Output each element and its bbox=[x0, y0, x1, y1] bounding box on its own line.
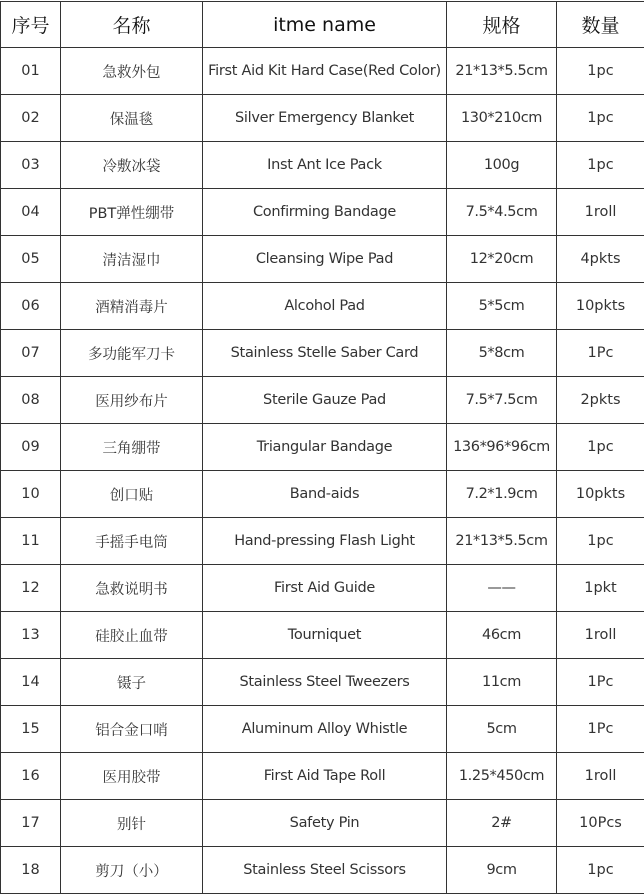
cell-name-cn: 镊子 bbox=[61, 659, 203, 706]
cell-spec: 46cm bbox=[447, 612, 557, 659]
table-row bbox=[1, 518, 644, 565]
cell-qty: 1roll bbox=[557, 753, 644, 800]
cell-index: 03 bbox=[1, 142, 61, 189]
cell-index: 04 bbox=[1, 189, 61, 236]
cell-spec: 12*20cm bbox=[447, 236, 557, 283]
cell-index: 01 bbox=[1, 48, 61, 95]
header-index: 序号 bbox=[1, 2, 61, 48]
cell-spec: 130*210cm bbox=[447, 95, 557, 142]
cell-spec: 1.25*450cm bbox=[447, 753, 557, 800]
cell-index: 10 bbox=[1, 471, 61, 518]
cell-name-cn: PBT弹性绷带 bbox=[61, 189, 203, 236]
cell-name-en: First Aid Guide bbox=[203, 565, 447, 612]
cell-name-cn: 铝合金口哨 bbox=[61, 706, 203, 753]
cell-qty: 1pkt bbox=[557, 565, 644, 612]
cell-qty: 1pc bbox=[557, 95, 644, 142]
cell-name-cn: 三角绷带 bbox=[61, 424, 203, 471]
cell-name-en: Hand-pressing Flash Light bbox=[203, 518, 447, 565]
table-row bbox=[1, 142, 644, 189]
cell-spec: 5*8cm bbox=[447, 330, 557, 377]
cell-name-en: Silver Emergency Blanket bbox=[203, 95, 447, 142]
cell-index: 14 bbox=[1, 659, 61, 706]
cell-name-en: Confirming Bandage bbox=[203, 189, 447, 236]
table-header bbox=[1, 2, 644, 48]
cell-spec: 9cm bbox=[447, 847, 557, 894]
first-aid-kit-contents-table bbox=[0, 1, 644, 894]
cell-index: 07 bbox=[1, 330, 61, 377]
table-row bbox=[1, 471, 644, 518]
cell-name-en: First Aid Tape Roll bbox=[203, 753, 447, 800]
cell-spec: 100g bbox=[447, 142, 557, 189]
cell-index: 11 bbox=[1, 518, 61, 565]
cell-index: 12 bbox=[1, 565, 61, 612]
cell-name-cn: 医用纱布片 bbox=[61, 377, 203, 424]
cell-name-en: Alcohol Pad bbox=[203, 283, 447, 330]
cell-name-cn: 多功能军刀卡 bbox=[61, 330, 203, 377]
cell-name-en: Aluminum Alloy Whistle bbox=[203, 706, 447, 753]
cell-index: 02 bbox=[1, 95, 61, 142]
header-row bbox=[1, 2, 644, 48]
cell-name-en: Sterile Gauze Pad bbox=[203, 377, 447, 424]
cell-qty: 1pc bbox=[557, 424, 644, 471]
table-row bbox=[1, 283, 644, 330]
cell-spec: 7.2*1.9cm bbox=[447, 471, 557, 518]
table-row bbox=[1, 48, 644, 95]
cell-spec: 11cm bbox=[447, 659, 557, 706]
cell-name-en: Stainless Stelle Saber Card bbox=[203, 330, 447, 377]
cell-name-cn: 清洁湿巾 bbox=[61, 236, 203, 283]
table-row bbox=[1, 847, 644, 894]
table-row bbox=[1, 753, 644, 800]
cell-name-en: Stainless Steel Scissors bbox=[203, 847, 447, 894]
cell-name-en: Cleansing Wipe Pad bbox=[203, 236, 447, 283]
table-body bbox=[1, 48, 644, 894]
header-spec: 规格 bbox=[447, 2, 557, 48]
table-row bbox=[1, 189, 644, 236]
cell-spec: 2# bbox=[447, 800, 557, 847]
cell-name-cn: 冷敷冰袋 bbox=[61, 142, 203, 189]
table-row bbox=[1, 236, 644, 283]
cell-name-en: First Aid Kit Hard Case(Red Color) bbox=[203, 48, 447, 95]
cell-name-cn: 保温毯 bbox=[61, 95, 203, 142]
cell-name-en: Triangular Bandage bbox=[203, 424, 447, 471]
cell-index: 16 bbox=[1, 753, 61, 800]
cell-name-cn: 急救说明书 bbox=[61, 565, 203, 612]
cell-qty: 1pc bbox=[557, 142, 644, 189]
cell-index: 15 bbox=[1, 706, 61, 753]
cell-index: 09 bbox=[1, 424, 61, 471]
cell-index: 17 bbox=[1, 800, 61, 847]
table-row bbox=[1, 424, 644, 471]
table-row bbox=[1, 706, 644, 753]
cell-name-cn: 剪刀（小） bbox=[61, 847, 203, 894]
table-row bbox=[1, 565, 644, 612]
cell-name-cn: 别针 bbox=[61, 800, 203, 847]
cell-name-cn: 酒精消毒片 bbox=[61, 283, 203, 330]
table-row bbox=[1, 330, 644, 377]
cell-qty: 1Pc bbox=[557, 706, 644, 753]
cell-name-en: Stainless Steel Tweezers bbox=[203, 659, 447, 706]
cell-index: 18 bbox=[1, 847, 61, 894]
table-row bbox=[1, 800, 644, 847]
table-row bbox=[1, 95, 644, 142]
cell-index: 06 bbox=[1, 283, 61, 330]
cell-name-en: Safety Pin bbox=[203, 800, 447, 847]
cell-index: 05 bbox=[1, 236, 61, 283]
cell-name-cn: 创口贴 bbox=[61, 471, 203, 518]
cell-name-cn: 急救外包 bbox=[61, 48, 203, 95]
cell-spec: 7.5*7.5cm bbox=[447, 377, 557, 424]
header-name-en: itme name bbox=[203, 2, 447, 48]
table-row bbox=[1, 612, 644, 659]
cell-spec: 5*5cm bbox=[447, 283, 557, 330]
cell-qty: 2pkts bbox=[557, 377, 644, 424]
cell-spec: —— bbox=[447, 565, 557, 612]
cell-name-cn: 硅胶止血带 bbox=[61, 612, 203, 659]
cell-qty: 1Pc bbox=[557, 330, 644, 377]
cell-qty: 1pc bbox=[557, 48, 644, 95]
cell-spec: 5cm bbox=[447, 706, 557, 753]
cell-qty: 10Pcs bbox=[557, 800, 644, 847]
cell-qty: 10pkts bbox=[557, 283, 644, 330]
cell-name-cn: 医用胶带 bbox=[61, 753, 203, 800]
cell-qty: 1roll bbox=[557, 612, 644, 659]
table-row bbox=[1, 377, 644, 424]
cell-index: 08 bbox=[1, 377, 61, 424]
table-row bbox=[1, 659, 644, 706]
cell-qty: 4pkts bbox=[557, 236, 644, 283]
cell-qty: 1pc bbox=[557, 847, 644, 894]
cell-name-en: Tourniquet bbox=[203, 612, 447, 659]
cell-name-en: Inst Ant Ice Pack bbox=[203, 142, 447, 189]
cell-name-cn: 手摇手电筒 bbox=[61, 518, 203, 565]
cell-index: 13 bbox=[1, 612, 61, 659]
cell-name-en: Band-aids bbox=[203, 471, 447, 518]
cell-qty: 1roll bbox=[557, 189, 644, 236]
cell-spec: 7.5*4.5cm bbox=[447, 189, 557, 236]
cell-qty: 10pkts bbox=[557, 471, 644, 518]
cell-qty: 1pc bbox=[557, 518, 644, 565]
cell-qty: 1Pc bbox=[557, 659, 644, 706]
cell-spec: 21*13*5.5cm bbox=[447, 518, 557, 565]
header-name-cn: 名称 bbox=[61, 2, 203, 48]
cell-spec: 136*96*96cm bbox=[447, 424, 557, 471]
cell-spec: 21*13*5.5cm bbox=[447, 48, 557, 95]
header-qty: 数量 bbox=[557, 2, 644, 48]
